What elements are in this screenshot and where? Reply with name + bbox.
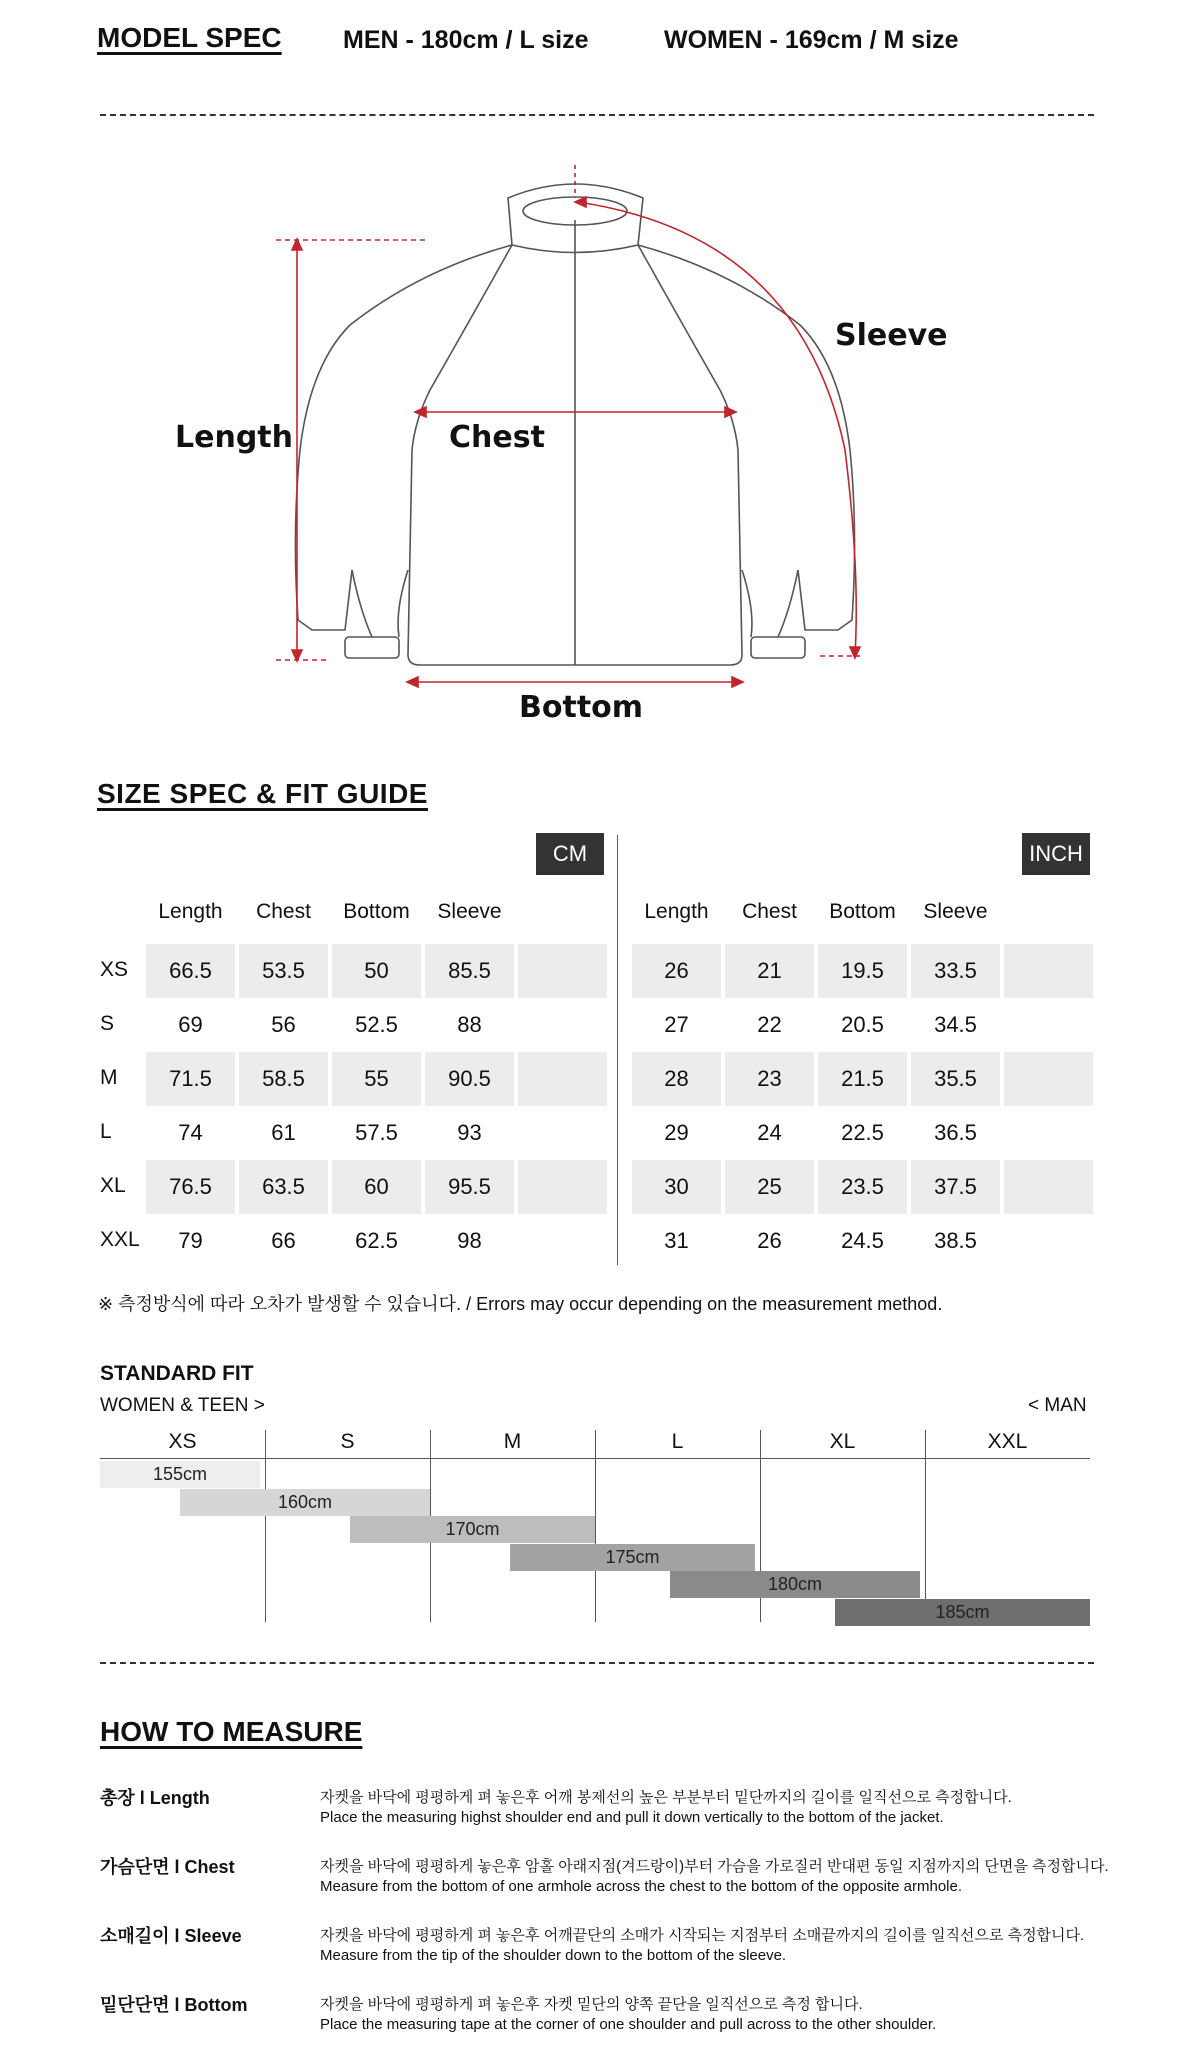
inch-cell-empty xyxy=(1004,1160,1093,1214)
inch-cell-empty xyxy=(1004,1214,1093,1268)
cm-cell: 95.5 xyxy=(425,1160,514,1214)
cm-cell: 61 xyxy=(271,1120,296,1145)
fit-size-header: S xyxy=(340,1430,355,1453)
cm-column-header: Sleeve xyxy=(437,900,502,923)
cm-cell: 63.5 xyxy=(239,1160,328,1214)
cm-cell: 52.5 xyxy=(355,1012,398,1037)
inch-cell: 27 xyxy=(664,1012,689,1037)
cm-cell: 71.5 xyxy=(146,1052,235,1106)
inch-cell: 24.5 xyxy=(841,1228,884,1253)
cm-cell: 56 xyxy=(271,1012,296,1037)
inch-cell: 29 xyxy=(664,1120,689,1145)
measure-item-english: Place the measuring highst shoulder end and pull it down vertically to the bottom of the jacket. xyxy=(320,1809,944,1826)
cm-cell: 66.5 xyxy=(146,944,235,998)
inch-badge: INCH xyxy=(1022,833,1090,875)
table-separator xyxy=(617,835,618,1265)
size-row-label: XXL xyxy=(100,1228,140,1251)
cm-cell: 98 xyxy=(457,1228,482,1253)
fit-size-header: XXL xyxy=(987,1430,1028,1453)
label-sleeve: Sleeve xyxy=(835,318,948,353)
measure-item-english: Measure from the tip of the shoulder down to the bottom of the sleeve. xyxy=(320,1947,787,1964)
model-spec-title: MODEL SPEC xyxy=(97,22,282,53)
measure-item-korean: 자켓을 바닥에 평평하게 펴 놓은후 어깨끝단의 소매가 시작되는 지점부터 소매끝까지의 길이를 일직선으로 측정합니다. xyxy=(320,1927,1085,1944)
cm-cell: 93 xyxy=(457,1120,482,1145)
section-divider xyxy=(100,1662,1094,1664)
fit-height-bar: 180cm xyxy=(670,1571,920,1598)
fit-height-bar: 160cm xyxy=(180,1489,430,1516)
inch-cell: 30 xyxy=(632,1160,721,1214)
label-bottom: Bottom xyxy=(519,690,644,725)
inch-cell: 25 xyxy=(725,1160,814,1214)
cm-cell-empty xyxy=(518,944,607,998)
cm-cell: 90.5 xyxy=(425,1052,514,1106)
measure-item-label: 총장 l Length xyxy=(100,1788,210,1808)
cm-column-header: Length xyxy=(158,900,223,923)
inch-cell: 23 xyxy=(725,1052,814,1106)
fit-size-header: L xyxy=(671,1430,684,1453)
inch-column-header: Length xyxy=(644,900,709,923)
inch-column-header: Chest xyxy=(742,900,797,923)
inch-cell-empty xyxy=(1004,1052,1093,1106)
inch-cell: 26 xyxy=(632,944,721,998)
measure-item-label: 밑단단면 l Bottom xyxy=(100,1995,248,2015)
section-divider xyxy=(100,114,1094,116)
cm-cell: 53.5 xyxy=(239,944,328,998)
cm-cell: 62.5 xyxy=(355,1228,398,1253)
measure-item-korean: 자켓을 바닥에 평평하게 펴 놓은후 자켓 밑단의 양쪽 끝단을 일직선으로 측정 합니다. xyxy=(320,1996,863,2013)
cm-cell-empty xyxy=(518,998,607,1052)
fit-height-bar: 185cm xyxy=(835,1599,1090,1626)
women-teen-label: WOMEN & TEEN > xyxy=(100,1395,265,1416)
cm-column-header: Bottom xyxy=(343,900,410,923)
inch-cell: 28 xyxy=(632,1052,721,1106)
cm-cell: 85.5 xyxy=(425,944,514,998)
inch-cell: 20.5 xyxy=(841,1012,884,1037)
jacket-diagram xyxy=(0,150,1192,730)
size-row-label: S xyxy=(100,1012,115,1035)
size-row-label: M xyxy=(100,1066,118,1089)
label-chest: Chest xyxy=(449,420,545,455)
inch-cell: 34.5 xyxy=(934,1012,977,1037)
inch-cell: 26 xyxy=(757,1228,782,1253)
inch-cell: 33.5 xyxy=(911,944,1000,998)
fit-size-header: XL xyxy=(829,1430,856,1453)
inch-cell: 22.5 xyxy=(841,1120,884,1145)
inch-column-header: Sleeve xyxy=(923,900,988,923)
size-row-label: XL xyxy=(100,1174,126,1197)
cm-cell: 57.5 xyxy=(355,1120,398,1145)
inch-column-header: Bottom xyxy=(829,900,896,923)
fit-size-header: XS xyxy=(168,1430,197,1453)
cm-cell: 66 xyxy=(271,1228,296,1253)
cm-cell: 88 xyxy=(457,1012,482,1037)
cm-cell-empty xyxy=(518,1106,607,1160)
man-label: < MAN xyxy=(1028,1395,1087,1416)
measure-item-label: 소매길이 l Sleeve xyxy=(100,1926,242,1946)
cm-cell: 69 xyxy=(178,1012,203,1037)
cm-cell: 58.5 xyxy=(239,1052,328,1106)
measure-item-english: Measure from the bottom of one armhole across the chest to the bottom of the opposite armhole. xyxy=(320,1878,963,1895)
how-to-measure-title: HOW TO MEASURE xyxy=(100,1716,363,1747)
measure-item-english: Place the measuring tape at the corner of one shoulder and pull across to the other shoulder. xyxy=(320,2016,937,2033)
cm-cell-empty xyxy=(518,1160,607,1214)
cm-cell: 74 xyxy=(178,1120,203,1145)
cm-column-header: Chest xyxy=(256,900,311,923)
fit-size-header: M xyxy=(503,1430,522,1453)
inch-cell: 22 xyxy=(757,1012,782,1037)
inch-cell: 36.5 xyxy=(934,1120,977,1145)
cm-badge: CM xyxy=(536,833,604,875)
cm-cell: 79 xyxy=(178,1228,203,1253)
cm-cell-empty xyxy=(518,1052,607,1106)
fit-column-divider xyxy=(265,1430,266,1622)
cm-cell-empty xyxy=(518,1214,607,1268)
inch-cell: 23.5 xyxy=(818,1160,907,1214)
label-length: Length xyxy=(175,420,293,455)
measurement-note: ※ 측정방식에 따라 오차가 발생할 수 있습니다. / Errors may occur depending on the measurement method. xyxy=(98,1294,943,1314)
measure-item-korean: 자켓을 바닥에 평평하게 펴 놓은후 어깨 봉제선의 높은 부분부터 밑단까지의 길이를 일직선으로 측정합니다. xyxy=(320,1789,1012,1806)
inch-cell: 19.5 xyxy=(818,944,907,998)
measure-item-korean: 자켓을 바닥에 평평하게 놓은후 암홀 아래지점(겨드랑이)부터 가슴을 가로질러 반대편 동일 지점까지의 단면을 측정합니다. xyxy=(320,1858,1109,1875)
inch-cell-empty xyxy=(1004,998,1093,1052)
inch-cell: 37.5 xyxy=(911,1160,1000,1214)
fit-height-bar: 170cm xyxy=(350,1516,595,1543)
fit-height-bar: 155cm xyxy=(100,1461,260,1488)
inch-cell: 21 xyxy=(725,944,814,998)
inch-cell: 38.5 xyxy=(934,1228,977,1253)
cm-cell: 60 xyxy=(332,1160,421,1214)
fit-column-divider xyxy=(925,1430,926,1622)
cm-cell: 50 xyxy=(332,944,421,998)
inch-cell: 31 xyxy=(664,1228,689,1253)
inch-cell-empty xyxy=(1004,944,1093,998)
size-spec-title: SIZE SPEC & FIT GUIDE xyxy=(97,778,428,809)
size-row-label: XS xyxy=(100,958,129,981)
inch-cell: 24 xyxy=(757,1120,782,1145)
inch-cell: 21.5 xyxy=(818,1052,907,1106)
size-row-label: L xyxy=(100,1120,112,1143)
model-spec-men: MEN - 180cm / L size xyxy=(343,26,589,54)
measure-item-label: 가슴단면 l Chest xyxy=(100,1857,235,1877)
cm-cell: 55 xyxy=(332,1052,421,1106)
standard-fit-title: STANDARD FIT xyxy=(100,1362,254,1385)
model-spec-women: WOMEN - 169cm / M size xyxy=(664,26,959,54)
fit-column-divider xyxy=(595,1430,596,1622)
inch-cell: 35.5 xyxy=(911,1052,1000,1106)
cm-cell: 76.5 xyxy=(146,1160,235,1214)
inch-cell-empty xyxy=(1004,1106,1093,1160)
fit-height-bar: 175cm xyxy=(510,1544,755,1571)
